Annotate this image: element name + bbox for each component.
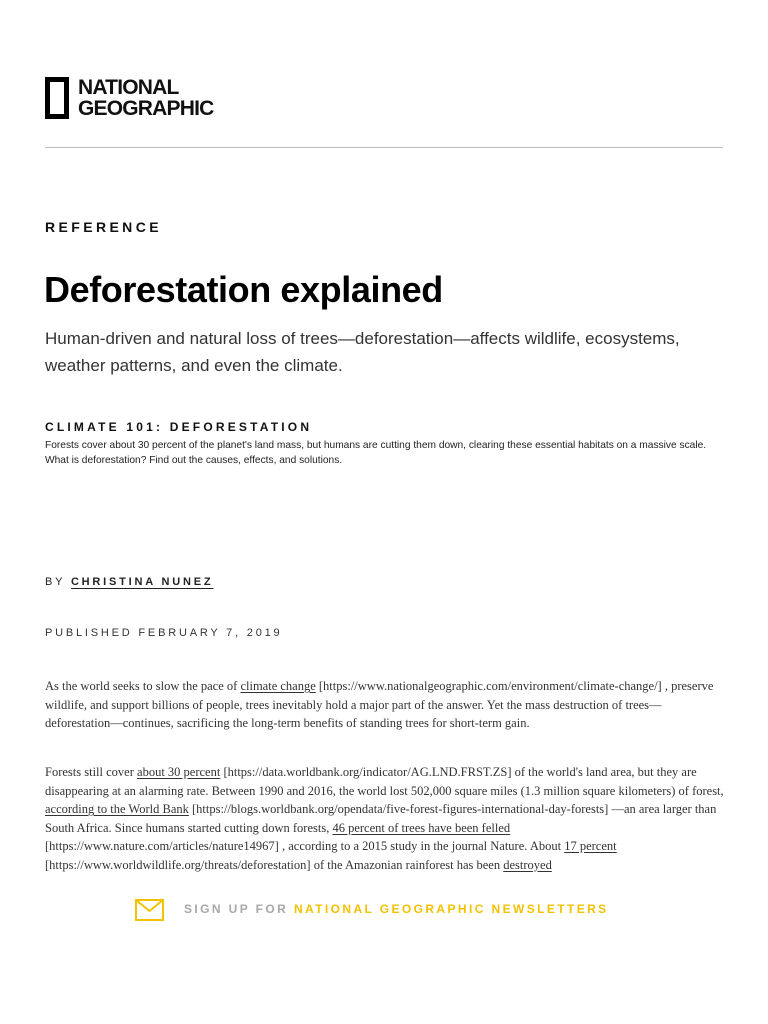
paragraph-1 [45, 677, 725, 733]
logo-wordmark [78, 77, 214, 119]
newsletter-signup-link[interactable] [184, 902, 609, 916]
paragraph-text: As the world seeks to slow the pace of [45, 679, 241, 693]
link-17-percent[interactable]: 17 percent [564, 839, 617, 853]
link-destroyed[interactable]: destroyed [503, 857, 552, 872]
newsletter-bar[interactable] [0, 882, 768, 940]
publish-date: PUBLISHED FEBRUARY 7, 2019 [45, 627, 283, 639]
link-about-30-percent[interactable]: about 30 percent [137, 765, 221, 779]
logo-line-1: NATIONAL [78, 76, 179, 99]
byline-prefix: BY [45, 576, 66, 588]
paragraph-text: [https://data.worldbank.org/indicator/AG.LND.FRST.ZS] of the world's land area, but they are disappearing at an alarming rate. Between 1990 and 2016, the world lost 502,000 square miles (1.3 million square kilometers) of forest, [45, 765, 724, 798]
paragraph-text: [https://www.worldwildlife.org/threats/deforestation] of the Amazonian rainforest has been [45, 857, 504, 872]
video-title: CLIMATE 101: DEFORESTATION [45, 420, 313, 434]
paragraph-text: [https://www.nature.com/articles/nature14967] , according to a 2015 study in the journal Nature. About [45, 839, 565, 853]
header-divider [45, 147, 723, 148]
paragraph-text: [https://www.nationalgeographic.com/environment/climate-change/] , preserve wildlife, and support billions of people, trees inevitably hold a major part of the answer. Yet the mass destruction of trees—deforestation—continues, sacrificing the long-term benefits of standing trees for short-term gain. [45, 679, 714, 730]
natgeo-logo[interactable] [45, 77, 214, 119]
newsletter-brand: NATIONAL GEOGRAPHIC NEWSLETTERS [293, 902, 609, 916]
paragraph-text: [https://blogs.worldbank.org/opendata/five-forest-figures-international-day-forests] —an area larger than South Africa. Since humans started cutting down forests, [45, 802, 717, 835]
mail-icon [135, 899, 164, 921]
paragraph-text: Forests still cover [45, 765, 138, 779]
article-dek: Human-driven and natural loss of trees—deforestation—affects wildlife, ecosystems, weather patterns, and even the climate. [45, 329, 680, 375]
yellow-border-icon [45, 77, 69, 119]
byline [45, 576, 213, 588]
video-description: Forests cover about 30 percent of the planet's land mass, but humans are cutting them down, clearing these essential habitats on a massive scale. What is deforestation? Find out the causes, effects, and solutions. [45, 440, 707, 466]
newsletter-prefix: SIGN UP FOR [184, 902, 294, 916]
paragraph-2 [45, 763, 725, 883]
logo-line-2: GEOGRAPHIC [78, 97, 214, 120]
page-title: Deforestation explained [44, 269, 443, 310]
link-climate-change[interactable]: climate change [240, 679, 316, 693]
author-link[interactable]: CHRISTINA NUNEZ [70, 576, 214, 588]
link-46-percent-felled[interactable]: 46 percent of trees have been felled [332, 820, 511, 835]
section-kicker[interactable]: REFERENCE [45, 219, 162, 235]
link-world-bank[interactable]: according to the World Bank [45, 802, 189, 816]
